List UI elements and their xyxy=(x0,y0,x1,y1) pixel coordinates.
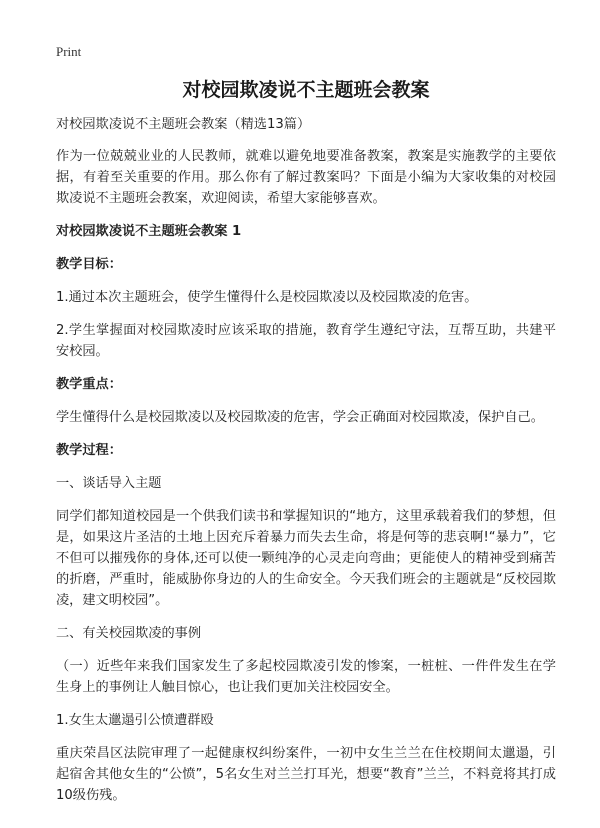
key-points-text: 学生懂得什么是校园欺凌以及校园欺凌的危害，学会正确面对校园欺凌，保护自己。 xyxy=(56,410,544,425)
section-title: 对校园欺凌说不主题班会教案 1 xyxy=(56,224,242,239)
process-step-title: 一、谈话导入主题 xyxy=(56,476,162,491)
process-step-text: 同学们都知道校园是一个供我们读书和掌握知识的“地方，这里承载着我们的梦想，但是，如果这片圣洁的土地上因充斥着暴力而失去生命，将是何等的悲哀啊!“暴力”，它不但可以摧残你的身体,还可以使一颗纯净的心灵走向弯曲；更能使人的精神受到痛苦的折磨，严重时，能威胁你身边的人的生命安全。今天我们班会的主题就是“反校园欺凌，建文明校园”。 xyxy=(56,509,556,608)
case-title: 1.女生太邋遢引公愤遭群殴 xyxy=(56,713,214,728)
page-title: 对校园欺凌说不主题班会教案 xyxy=(182,79,430,101)
goals-heading: 教学目标： xyxy=(56,257,122,272)
goal-item: 2.学生掌握面对校园欺凌时应该采取的措施，教育学生遵纪守法，互帮互助，共建平安校园。 xyxy=(56,323,556,359)
process-step-title: 二、有关校园欺凌的事例 xyxy=(56,626,202,641)
case-text: 重庆荣昌区法院审理了一起健康权纠纷案件，一初中女生兰兰在住校期间太邋遢，引起宿舍其他女生的“公愤”，5名女生对兰兰打耳光，想要“教育”兰兰，不料竟将其打成10级伤残。 xyxy=(56,746,556,803)
print-link[interactable]: Print xyxy=(56,44,82,59)
key-points-heading: 教学重点： xyxy=(56,377,122,392)
process-step-text: （一）近些年来我们国家发生了多起校园欺凌引发的惨案，一桩桩、一件件发生在学生身上的事例让人触目惊心，也让我们更加关注校园安全。 xyxy=(56,659,556,695)
document-subtitle: 对校园欺凌说不主题班会教案（精选13篇） xyxy=(56,117,311,132)
process-heading: 教学过程： xyxy=(56,443,122,458)
intro-paragraph: 作为一位兢兢业业的人民教师，就难以避免地要准备教案，教案是实施教学的主要依据，有着至关重要的作用。那么你有了解过教案吗？下面是小编为大家收集的对校园欺凌说不主题班会教案，欢迎阅读，希望大家能够喜欢。 xyxy=(56,149,556,206)
document-body xyxy=(56,76,556,818)
goal-item: 1.通过本次主题班会，使学生懂得什么是校园欺凌以及校园欺凌的危害。 xyxy=(56,290,478,305)
